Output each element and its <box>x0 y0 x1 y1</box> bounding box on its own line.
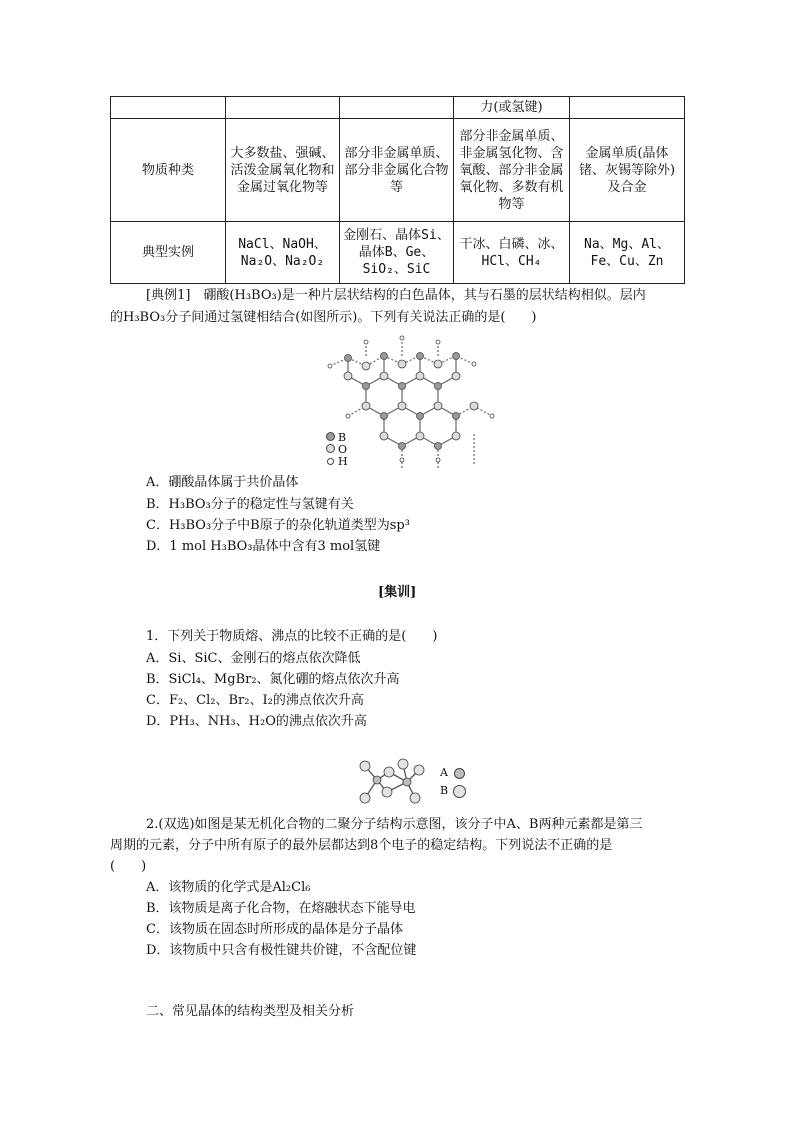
q1-option-b: B．SiCl₄、MgBr₂、氮化硼的熔点依次升高 <box>146 672 400 687</box>
table-row <box>111 222 685 284</box>
table-cell: NaCl、NaOH、Na₂O、Na₂O₂ <box>226 222 340 284</box>
crystal-type-table <box>110 96 685 284</box>
boric-acid-legend <box>326 432 348 468</box>
legend-item-b <box>440 782 466 800</box>
table-cell: Na、Mg、Al、Fe、Cu、Zn <box>570 222 685 284</box>
table-row <box>111 119 685 222</box>
dimer-structure-figure <box>355 758 435 808</box>
atom-a-icon <box>454 768 465 779</box>
q2-stem-line1: 2.(双选)如图是某无机化合物的二聚分子结构示意图，该分子中A、B两种元素都是第三 <box>146 817 643 832</box>
legend-item-h <box>326 456 348 468</box>
example1-intro-line2: 的H₃BO₃分子间通过氢键相结合(如图所示)。下列有关说法正确的是( ) <box>110 310 537 325</box>
example1-option-d: D．1 mol H₃BO₃晶体中含有3 mol氢键 <box>146 539 381 554</box>
q2-option-d: D．该物质中只含有极性键共价键，不含配位键 <box>146 943 417 958</box>
q1-stem: 1．下列关于物质熔、沸点的比较不正确的是( ) <box>146 629 438 644</box>
example1-option-b: B．H₃BO₃分子的稳定性与氢键有关 <box>146 497 354 512</box>
atom-b-icon <box>453 785 466 798</box>
dimer-legend <box>440 764 466 800</box>
table-row <box>111 97 685 119</box>
q1-option-d: D．PH₃、NH₃、H₂O的沸点依次升高 <box>146 714 367 729</box>
q2-option-b: B．该物质是离子化合物，在熔融状态下能导电 <box>146 901 416 916</box>
table-cell: 干冰、白磷、冰、HCl、CH₄ <box>454 222 570 284</box>
q2-stem-line3: ( ) <box>110 859 147 874</box>
q2-option-c: C．该物质在固态时所形成的晶体是分子晶体 <box>146 922 403 937</box>
legend-label: A <box>440 766 448 779</box>
example1-option-a: A．硼酸晶体属于共价晶体 <box>146 475 299 490</box>
table-cell: 大多数盐、强碱、活泼金属氧化物和金属过氧化物等 <box>226 119 340 222</box>
table-cell: 金属单质(晶体锗、灰锡等除外)及合金 <box>570 119 685 222</box>
table-cell: 金刚石、晶体Si、晶体B、Ge、SiO₂、SiC <box>340 222 454 284</box>
table-cell: 力(或氢键) <box>454 97 570 119</box>
table-cell <box>111 97 226 119</box>
table-cell: 部分非金属单质、部分非金属化合物等 <box>340 119 454 222</box>
example1-intro-line1: [典例1] 硼酸(H₃BO₃)是一种片层状结构的白色晶体，其与石墨的层状结构相似。层内 <box>146 288 646 303</box>
table-cell <box>226 97 340 119</box>
oxygen-atom-icon <box>326 444 335 453</box>
q2-stem-line2: 周期的元素，分子中所有原子的最外层都达到8个电子的稳定结构。下列说法不正确的是 <box>110 838 613 853</box>
table-cell <box>570 97 685 119</box>
row-header-kinds: 物质种类 <box>111 119 226 222</box>
legend-label: B <box>338 431 347 444</box>
legend-item-a <box>440 764 466 782</box>
example1-option-c: C．H₃BO₃分子中B原子的杂化轨道类型为sp³ <box>146 518 410 533</box>
q1-option-c: C．F₂、Cl₂、Br₂、I₂的沸点依次升高 <box>146 693 364 708</box>
legend-label: H <box>338 455 348 468</box>
q2-option-a: A．该物质的化学式是Al₂Cl₆ <box>146 880 311 895</box>
boron-atom-icon <box>326 432 335 441</box>
q1-option-a: A．Si、SiC、金刚石的熔点依次降低 <box>146 651 361 666</box>
table-cell: 部分非金属单质、非金属氢化物、含氧酸、部分非金属氧化物、多数有机物等 <box>454 119 570 222</box>
hydrogen-atom-icon <box>327 458 334 465</box>
section2-title: 二、常见晶体的结构类型及相关分析 <box>146 1004 355 1019</box>
legend-label: B <box>440 784 449 797</box>
training-title: [集训] <box>378 585 417 600</box>
legend-label: O <box>338 443 348 456</box>
row-header-examples: 典型实例 <box>111 222 226 284</box>
table-cell <box>340 97 454 119</box>
